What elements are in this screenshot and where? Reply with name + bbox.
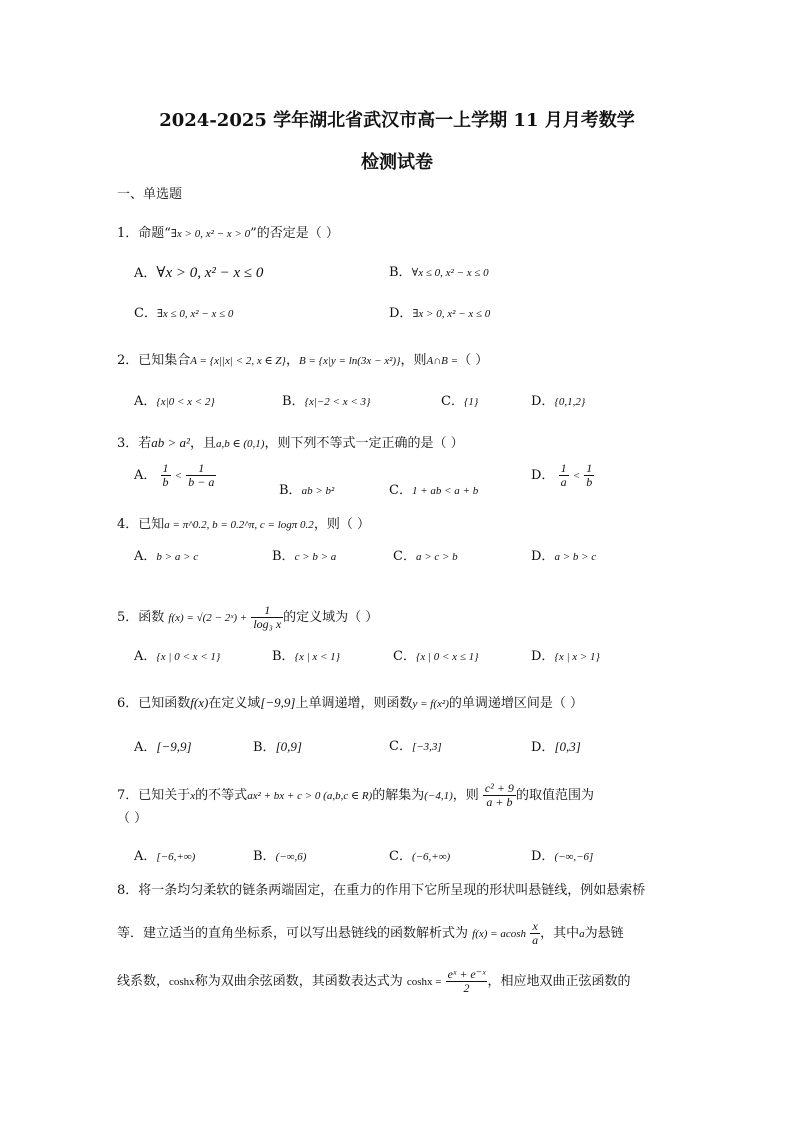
option-label: A． xyxy=(134,740,157,755)
fraction xyxy=(483,782,516,809)
option-label: A． xyxy=(134,266,157,281)
q7-option-c[interactable] xyxy=(389,848,450,866)
fraction xyxy=(559,462,569,489)
q8-text-a: 等．建立适当的直角坐标系，可以写出悬链线的函数解析式为 xyxy=(117,926,469,941)
option-value: ∃x ≤ 0, x² − x ≤ 0 xyxy=(156,308,234,320)
q8-text-c: 为悬链 xyxy=(584,926,624,941)
option-label: B． xyxy=(253,849,276,864)
q5-option-b[interactable] xyxy=(272,648,340,666)
option-label: B． xyxy=(279,483,302,498)
option-label: C． xyxy=(389,739,412,754)
q7-option-b[interactable] xyxy=(253,848,306,866)
q8-text-f: ，相应地双曲正弦函数的 xyxy=(487,974,631,989)
q3-option-c[interactable] xyxy=(389,482,478,500)
q3-stem-b: ，且 xyxy=(189,436,216,451)
q7-stem-e: 的取值范围为 xyxy=(515,788,594,803)
q3-option-d[interactable] xyxy=(531,462,594,489)
q8-cosh: coshx xyxy=(169,976,195,988)
q8-text-e: 称为双曲余弦函数，其函数表达式为 xyxy=(194,974,403,989)
q3-condition-1: ab > a² xyxy=(151,435,190,450)
option-value: {1} xyxy=(463,396,479,408)
relation: < xyxy=(572,470,581,482)
option-value: {x | x < 1} xyxy=(294,651,341,663)
q4-option-d[interactable] xyxy=(531,548,596,566)
q6-f: f(x) xyxy=(190,695,209,710)
option-value: [−6,+∞) xyxy=(156,851,196,863)
denominator: a xyxy=(532,933,539,947)
option-label: D． xyxy=(531,849,555,864)
question-6-stem xyxy=(117,694,583,713)
numerator: 1 xyxy=(198,461,205,475)
option-label: B． xyxy=(272,649,295,664)
fraction xyxy=(161,462,171,489)
fraction xyxy=(446,968,488,995)
option-value: (−∞,6) xyxy=(275,851,307,863)
option-label: B． xyxy=(282,394,305,409)
question-5-stem xyxy=(117,596,378,640)
numerator: eˣ + e⁻ˣ xyxy=(447,967,486,981)
option-value: 1 + ab < a + b xyxy=(411,485,479,497)
q8-a: a xyxy=(579,928,585,940)
option-label: D． xyxy=(389,306,413,321)
denominator: b xyxy=(586,475,593,489)
option-label: C． xyxy=(393,549,416,564)
question-7-stem xyxy=(117,776,594,816)
option-value: (−6,+∞) xyxy=(411,851,451,863)
q4-option-c[interactable] xyxy=(393,548,458,566)
q6-option-c[interactable] xyxy=(389,738,442,756)
option-label: A． xyxy=(134,849,157,864)
option-value: {0,1,2} xyxy=(554,396,586,408)
option-value: {x | 0 < x < 1} xyxy=(156,651,221,663)
q3-option-a[interactable] xyxy=(134,462,216,489)
option-label: C． xyxy=(389,483,412,498)
question-1-stem xyxy=(117,225,339,243)
q5-option-a[interactable] xyxy=(134,648,220,666)
option-label: A． xyxy=(134,549,157,564)
q5-stem-b: 的定义域为（ ） xyxy=(283,610,379,625)
q7-stem-b: 的不等式 xyxy=(195,788,248,803)
q3-stem-c: ，则下列不等式一定正确的是（ ） xyxy=(264,436,464,451)
q7-option-a[interactable] xyxy=(134,848,195,866)
q7-solution: (−4,1) xyxy=(424,790,453,802)
question-7-paren: （ ） xyxy=(117,811,148,826)
q3-option-b[interactable] xyxy=(279,482,334,500)
q5-stem-a: 5．函数 xyxy=(117,610,165,625)
option-label: B． xyxy=(272,549,295,564)
q1-stem-math: ∃x > 0, x² − x > 0 xyxy=(170,228,251,240)
question-2-stem xyxy=(117,352,488,370)
option-label: C． xyxy=(393,649,416,664)
q8-cosh-left: coshx = xyxy=(406,976,442,988)
option-label: D． xyxy=(531,649,555,664)
q7-x: x xyxy=(190,790,196,802)
q1-option-c[interactable] xyxy=(134,305,233,323)
option-value: [0,3] xyxy=(554,739,581,754)
question-8-line-1: 8．将一条均匀柔软的链条两端固定，在重力的作用下它所呈现的形状叫悬链线，例如悬索桥 xyxy=(117,883,646,898)
option-label: B． xyxy=(253,740,276,755)
numerator: c² + 9 xyxy=(484,781,514,795)
q6-stem-c: 上单调递增，则函数 xyxy=(295,696,413,711)
q5-option-d[interactable] xyxy=(531,648,600,666)
q6-option-d[interactable] xyxy=(531,738,581,757)
option-label: D． xyxy=(531,549,555,564)
q7-stem-c: 的解集为 xyxy=(372,788,425,803)
q1-stem-a: 1．命题“ xyxy=(117,226,171,241)
q2-option-a[interactable] xyxy=(134,393,215,411)
q6-g: y = f(x²) xyxy=(412,698,449,710)
q7-stem-a: 7．已知关于 xyxy=(117,788,191,803)
option-value: [−3,3] xyxy=(411,741,442,753)
q6-domain: [−9,9] xyxy=(260,695,296,710)
q7-option-d[interactable] xyxy=(531,848,593,866)
q2-intersection: A∩B = xyxy=(426,355,459,367)
option-label: A． xyxy=(134,649,157,664)
denominator: b xyxy=(162,475,169,489)
q1-option-d[interactable] xyxy=(389,305,490,323)
q8-text-b: ，其中 xyxy=(540,926,580,941)
q4-option-a[interactable] xyxy=(134,548,198,566)
option-label: A． xyxy=(134,394,157,409)
denominator: 2 xyxy=(446,981,488,995)
numerator: 1 xyxy=(264,603,271,617)
q6-stem-a: 6．已知函数 xyxy=(117,696,191,711)
q4-option-b[interactable] xyxy=(272,548,336,566)
option-value: [0,9] xyxy=(275,739,302,754)
q5-function: f(x) = √(2 − 2ˣ) + xyxy=(168,612,248,624)
numerator: x xyxy=(532,919,538,933)
q4-stem-b: ，则（ ） xyxy=(313,517,370,532)
q2-stem-b: ，则 xyxy=(400,353,427,368)
option-value: a > c > b xyxy=(415,551,458,563)
q2-stem-a: 2．已知集合 xyxy=(117,353,191,368)
denominator: b − a xyxy=(188,475,215,489)
q6-option-b[interactable] xyxy=(253,738,302,757)
option-value: ∀x > 0, x² − x ≤ 0 xyxy=(156,265,264,281)
option-value: ∀x ≤ 0, x² − x ≤ 0 xyxy=(411,267,489,279)
option-value: (−∞,−6] xyxy=(554,851,594,863)
q6-option-a[interactable] xyxy=(134,738,192,757)
denominator: a xyxy=(560,475,567,489)
question-4-stem xyxy=(117,516,370,534)
option-value: b > a > c xyxy=(156,551,199,563)
q2-stem-c: （ ） xyxy=(458,353,489,368)
numerator: 1 xyxy=(560,461,567,475)
option-value: c > b > a xyxy=(294,551,337,563)
q2-set-a: A = {x||x| < 2, x ∈ Z} xyxy=(190,355,286,367)
question-8-line-2 xyxy=(117,914,624,954)
title-line-2: 检测试卷 xyxy=(361,152,433,173)
q8-function: f(x) = acosh xyxy=(472,928,527,940)
denominator: log₃ x xyxy=(253,617,282,631)
q4-stem-a: 4．已知 xyxy=(117,517,165,532)
q2-comma: ， xyxy=(285,353,299,368)
q3-condition-2: a,b ∈ (0,1) xyxy=(215,438,265,450)
q7-inequality: ax² + bx + c > 0 (a,b,c ∈ R) xyxy=(247,790,373,802)
option-value: [−9,9] xyxy=(156,739,192,754)
option-label: A． xyxy=(134,468,157,483)
option-label: C． xyxy=(134,306,157,321)
option-value: {x|0 < x < 2} xyxy=(156,396,215,408)
q1-stem-b: ”的否定是（ ） xyxy=(250,226,339,241)
option-label: B． xyxy=(389,265,412,280)
q8-text-d: 线系数， xyxy=(117,974,170,989)
section-heading: 一、单选题 xyxy=(117,187,183,202)
option-label: D． xyxy=(531,468,555,483)
option-label: C． xyxy=(441,394,464,409)
q2-option-c[interactable] xyxy=(441,393,478,411)
q2-option-d[interactable] xyxy=(531,393,585,411)
q4-condition: a = π^0.2, b = 0.2^π, c = logπ 0.2 xyxy=(164,519,314,531)
q2-set-b: B = {x|y = ln(3x − x²)} xyxy=(298,355,401,367)
q7-stem-d: ，则 xyxy=(452,788,479,803)
relation: < xyxy=(174,470,183,482)
q5-option-c[interactable] xyxy=(393,648,479,666)
denominator: a + b xyxy=(483,795,516,809)
q1-option-a[interactable] xyxy=(134,264,263,283)
fraction xyxy=(530,920,540,947)
numerator: 1 xyxy=(162,461,169,475)
q1-option-b[interactable] xyxy=(389,264,489,282)
option-label: D． xyxy=(531,394,555,409)
option-value: ab > b² xyxy=(301,485,335,497)
option-value: ∃x > 0, x² − x ≤ 0 xyxy=(412,308,491,320)
q2-option-b[interactable] xyxy=(282,393,370,411)
q6-stem-d: 的单调递增区间是（ ） xyxy=(448,696,584,711)
option-label: C． xyxy=(389,849,412,864)
numerator: 1 xyxy=(586,461,593,475)
option-value: {x|−2 < x < 3} xyxy=(304,396,371,408)
fraction xyxy=(584,462,594,489)
title-line-1: 2024-2025 学年湖北省武汉市高一上学期 11 月月考数学 xyxy=(159,110,635,131)
option-value: {x | x > 1} xyxy=(554,651,600,663)
fraction xyxy=(251,604,283,631)
option-value: {x | 0 < x ≤ 1} xyxy=(415,651,479,663)
option-label: D． xyxy=(531,740,555,755)
fraction xyxy=(186,462,216,489)
q6-stem-b: 在定义域 xyxy=(208,696,261,711)
option-value: a > b > c xyxy=(554,551,597,563)
question-8-line-3 xyxy=(117,962,630,1002)
question-3-stem xyxy=(117,434,464,453)
q3-stem-a: 3．若 xyxy=(117,436,152,451)
